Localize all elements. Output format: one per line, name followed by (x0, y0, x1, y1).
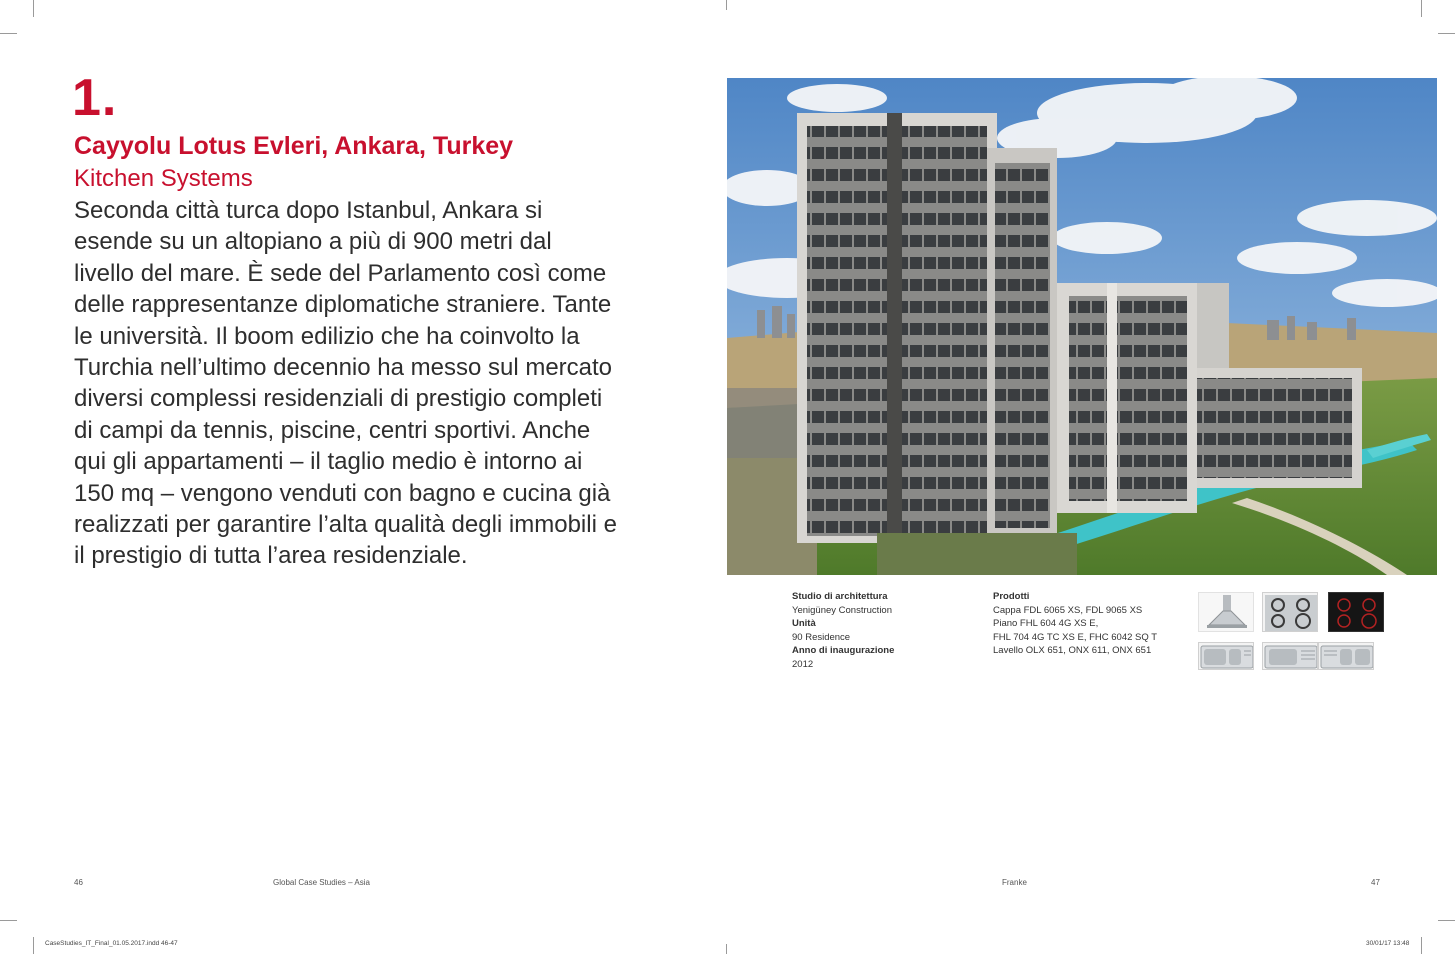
body-line: qui gli appartamenti – il taglio medio è intorno ai (74, 448, 583, 476)
case-number: 1. (72, 69, 118, 127)
case-title: Cayyolu Lotus Evleri, Ankara, Turkey (74, 132, 514, 160)
crop-mark (0, 920, 17, 921)
body-line: delle rappresentanze diplomatiche straniere. Tante (74, 291, 612, 319)
crop-mark (33, 0, 34, 17)
building-photo (727, 78, 1437, 575)
studio-value: Yenigüney Construction (792, 604, 892, 616)
slug-filename: CaseStudies_IT_Final_01.05.2017.indd 46-47 (45, 940, 178, 947)
body-line: di campi da tennis, piscine, centri sportivi. Anche (74, 416, 591, 444)
ceramic-hob-icon (1328, 592, 1384, 632)
left-running-title: Global Case Studies – Asia (273, 878, 370, 887)
crop-mark (1438, 33, 1455, 34)
body-line: le università. Il boom edilizio che ha coinvolto la (74, 322, 580, 350)
project-details (792, 590, 894, 672)
gas-hob-icon (1262, 592, 1318, 632)
studio-label: Studio di architettura (792, 591, 888, 602)
hood-icon (1198, 592, 1254, 632)
body-line: Turchia nell’ultimo decennio ha messo sul mercato (74, 354, 613, 382)
case-subtitle: Kitchen Systems (74, 165, 253, 192)
left-page-number: 46 (74, 878, 83, 887)
year-value: 2012 (792, 658, 814, 670)
crop-mark (1421, 0, 1422, 17)
right-page-number: 47 (1371, 878, 1380, 887)
crop-mark (33, 937, 34, 954)
body-line: Seconda città turca dopo Istanbul, Ankara si (74, 197, 543, 224)
body-line: il prestigio di tutta l’area residenziale. (74, 542, 468, 570)
right-running-title: Franke (1002, 878, 1027, 887)
units-label: Unità (792, 618, 816, 630)
products-line: Lavello OLX 651, ONX 611, ONX 651 (993, 645, 1152, 657)
crop-mark (1421, 937, 1422, 954)
body-paragraph (74, 195, 654, 572)
crop-mark (0, 33, 17, 34)
body-line: livello del mare. È sede del Parlamento così come (74, 259, 607, 287)
sink-icon (1198, 642, 1254, 670)
body-line: realizzati per garantire l’alta qualità degli immobili e (74, 511, 617, 539)
sink-icon (1262, 642, 1318, 670)
products-label: Prodotti (993, 591, 1030, 602)
crop-mark (1438, 920, 1455, 921)
body-line: esende su un altopiano a più di 900 metri dal (74, 228, 552, 256)
crop-mark (726, 944, 727, 954)
body-line: 150 mq – vengono venduti con bagno e cucina già (74, 479, 611, 507)
products-line: Cappa FDL 6065 XS, FDL 9065 XS (993, 604, 1143, 616)
products-line: FHL 704 4G TC XS E, FHC 6042 SQ T (993, 631, 1158, 643)
products-details (993, 590, 1157, 658)
year-label: Anno di inaugurazione (792, 645, 895, 657)
products-line: Piano FHL 604 4G XS E, (993, 618, 1099, 630)
units-value: 90 Residence (792, 631, 851, 643)
slug-timestamp: 30/01/17 13:48 (1366, 940, 1410, 947)
crop-mark (726, 0, 727, 10)
sink-icon (1318, 642, 1374, 670)
body-line: diversi complessi residenziali di prestigio completi (74, 385, 603, 413)
